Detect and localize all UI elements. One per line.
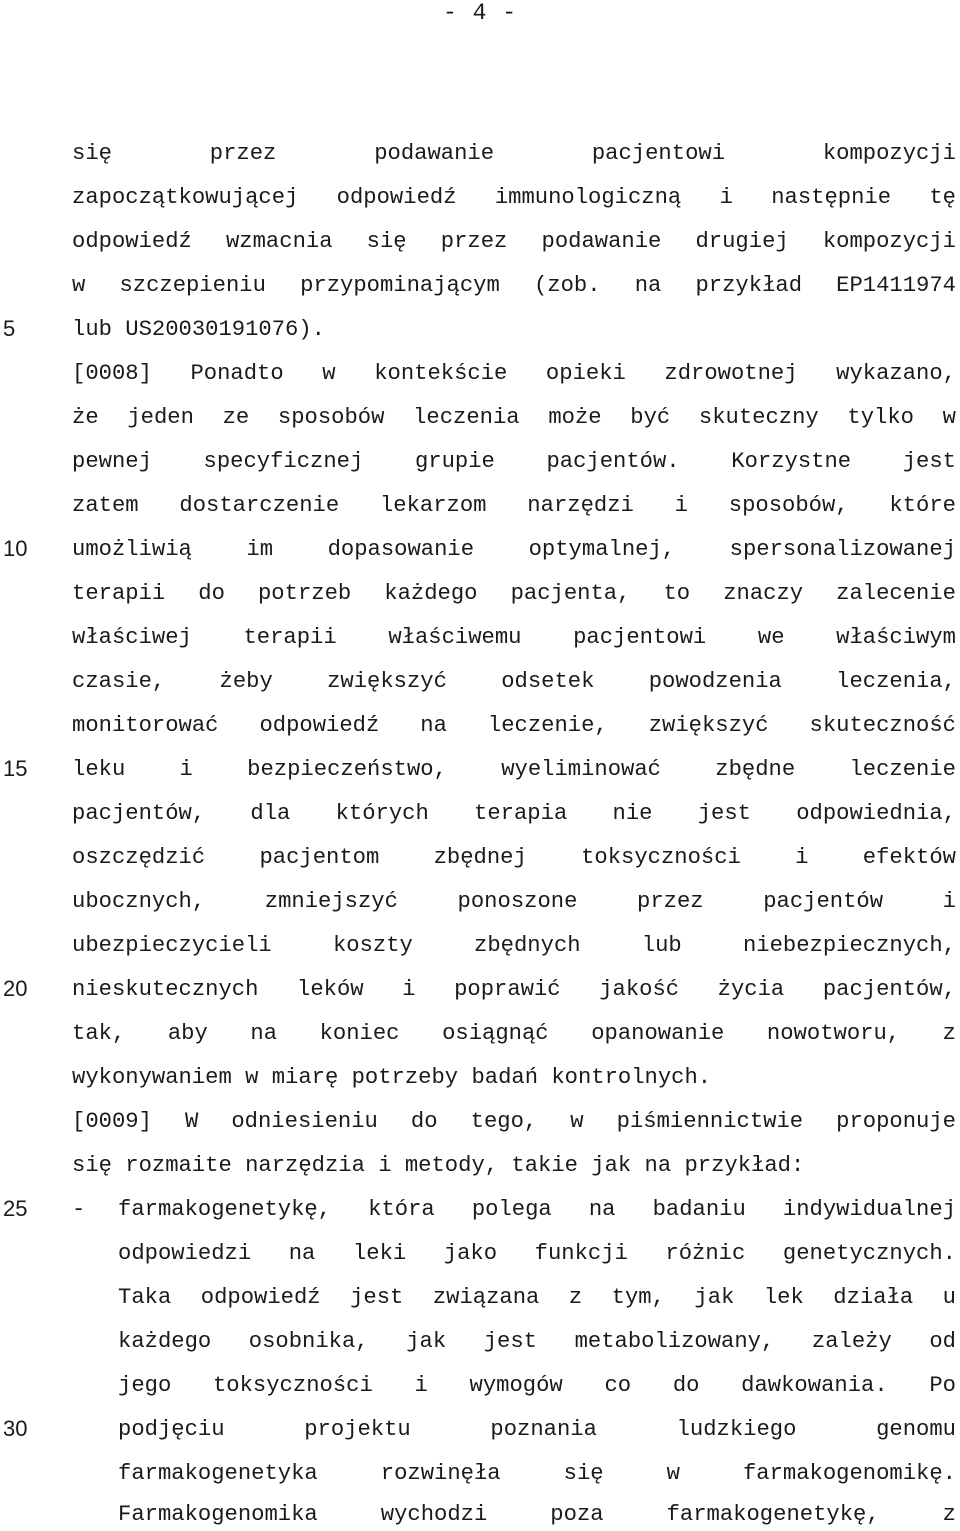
text-line: czasie, żeby zwiększyć odsetek powodzenia leczenia,: [72, 669, 956, 694]
text-line: [0008] Ponadto w kontekście opieki zdrowotnej wykazano,: [72, 361, 956, 386]
line-number: 5: [3, 316, 16, 341]
text-line: ubezpieczycieli koszty zbędnych lub niebezpiecznych,: [72, 933, 956, 958]
text-line: jego toksyczności i wymogów co do dawkowania. Po: [118, 1373, 956, 1398]
text-line: że jeden ze sposobów leczenia może być skuteczny tylko w: [72, 405, 956, 430]
text-line: w szczepieniu przypominającym (zob. na przykład EP1411974: [72, 273, 956, 298]
line-number: 15: [3, 756, 28, 781]
text-line: terapii do potrzeb każdego pacjenta, to znaczy zalecenie: [72, 581, 956, 606]
text-line: Taka odpowiedź jest związana z tym, jak lek działa u: [118, 1285, 956, 1310]
line-number: 20: [3, 976, 28, 1001]
text-line: monitorować odpowiedź na leczenie, zwiększyć skuteczność: [72, 713, 956, 738]
text-line: farmakogenetyka rozwinęła się w farmakogenomikę.: [118, 1461, 956, 1486]
line-number: 25: [3, 1196, 28, 1221]
text-line: zapoczątkowującej odpowiedź immunologiczną i następnie tę: [72, 185, 956, 210]
text-line: odpowiedzi na leki jako funkcji różnic genetycznych.: [118, 1241, 956, 1266]
text-line: każdego osobnika, jak jest metabolizowany, zależy od: [118, 1329, 956, 1354]
text-line: zatem dostarczenie lekarzom narzędzi i sposobów, które: [72, 493, 956, 518]
text-line: się przez podawanie pacjentowi kompozycji: [72, 141, 956, 166]
text-line: Farmakogenomika wychodzi poza farmakogenetykę, z: [118, 1502, 956, 1527]
text-line: nieskutecznych leków i poprawić jakość życia pacjentów,: [72, 977, 956, 1002]
text-line: lub US20030191076).: [72, 317, 325, 342]
text-line: właściwej terapii właściwemu pacjentowi we właściwym: [72, 625, 956, 650]
text-line: odpowiedź wzmacnia się przez podawanie drugiej kompozycji: [72, 229, 956, 254]
text-line: umożliwią im dopasowanie optymalnej, spersonalizowanej: [72, 537, 956, 562]
list-bullet-dash: -: [72, 1197, 86, 1222]
text-line: podjęciu projektu poznania ludzkiego genomu: [118, 1417, 956, 1442]
text-line: ubocznych, zmniejszyć ponoszone przez pacjentów i: [72, 889, 956, 914]
line-number: 10: [3, 536, 28, 561]
text-line: pacjentów, dla których terapia nie jest odpowiednia,: [72, 801, 956, 826]
line-number: 30: [3, 1416, 28, 1441]
text-line: się rozmaite narzędzia i metody, takie jak na przykład:: [72, 1153, 805, 1178]
text-line: wykonywaniem w miarę potrzeby badań kontrolnych.: [72, 1065, 712, 1090]
text-line: [0009] W odniesieniu do tego, w piśmiennictwie proponuje: [72, 1109, 956, 1134]
text-line: pewnej specyficznej grupie pacjentów. Korzystne jest: [72, 449, 956, 474]
text-line: leku i bezpieczeństwo, wyeliminować zbędne leczenie: [72, 757, 956, 782]
text-line: tak, aby na koniec osiągnąć opanowanie nowotworu, z: [72, 1021, 956, 1046]
page-number: - 4 -: [442, 0, 517, 26]
text-line: oszczędzić pacjentom zbędnej toksyczności i efektów: [72, 845, 956, 870]
text-line: farmakogenetykę, która polega na badaniu indywidualnej: [118, 1197, 956, 1222]
